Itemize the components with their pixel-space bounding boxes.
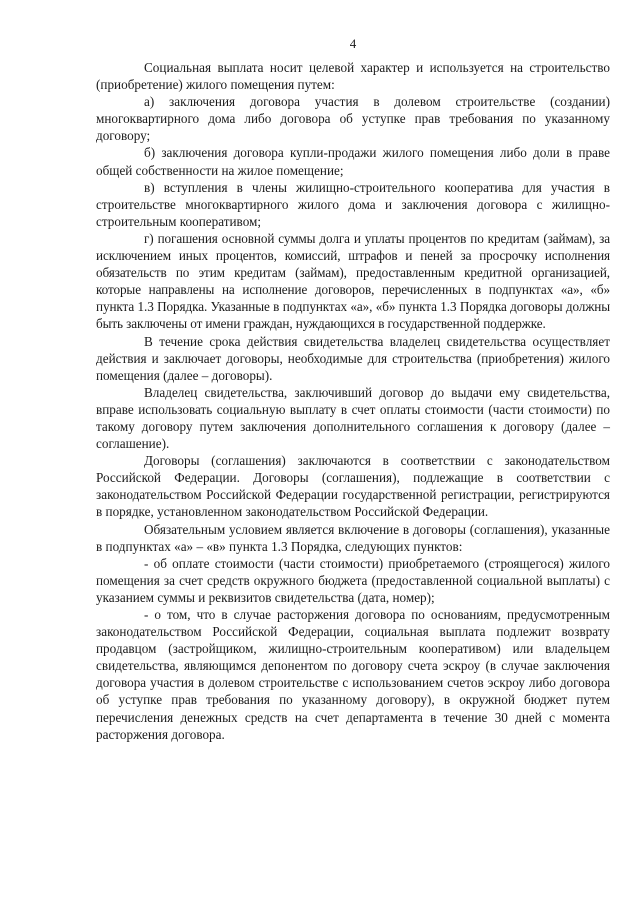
paragraph-item-a: а) заключения договора участия в долевом строительстве (создании) многоквартирного дома либо договора об уступке прав требования по указанному договору; bbox=[96, 94, 610, 144]
paragraph-item-g: г) погашения основной суммы долга и уплаты процентов по кредитам (займам), за исключением иных процентов, комиссий, штрафов и пеней за просрочку исполнения обязательств по этим кредитам (займам), предоставленным кредитной организацией, которые направлены на исполнение договоров, перечисленных в подпунктах «а», «б» пункта 1.3 Порядка. Указанные в подпунктах «а», «б» пункта 1.3 Порядка договоры должны быть заключены от имени граждан, нуждающихся в государственной поддержке. bbox=[96, 230, 610, 332]
paragraph-term: В течение срока действия свидетельства владелец свидетельства осуществляет действия и заключает договоры, необходимые для строительства (приобретения) жилого помещения (далее – договоры). bbox=[96, 333, 610, 383]
paragraph-item-v: в) вступления в члены жилищно-строительного кооператива для участия в строительстве многоквартирного жилого дома и заключения договора с жилищно-строительным кооперативом; bbox=[96, 179, 610, 229]
paragraph-condition: Обязательным условием является включение в договоры (соглашения), указанные в подпунктах «а» – «в» пункта 1.3 Порядка, следующих пунктов: bbox=[96, 521, 610, 554]
paragraph-contracts: Договоры (соглашения) заключаются в соответствии с законодательством Российской Федерации. Договоры (соглашения), подлежащие в соответствии с законодательством Российской Федерации государственной регистрации, регистрируются в порядке, установленном законодательством Российской Федерации. bbox=[96, 453, 610, 520]
paragraph-owner: Владелец свидетельства, заключивший договор до выдачи ему свидетельства, вправе использовать социальную выплату в счет оплаты стоимости (части стоимости) по такому договору путем заключения дополнительного соглашения к договору (далее – соглашение). bbox=[96, 384, 610, 452]
paragraph-clause-termination: - о том, что в случае расторжения договора по основаниям, предусмотренным законодательством Российской Федерации, социальная выплата подлежит возврату продавцом (застройщиком, жилищно-строительным кооперативом) или владельцем свидетельства, являющимся депонентом по договору счета эскроу (в случае заключения договора участия в долевом строительстве с использованием счетов эскроу либо договора об уступке прав требования по указанному договору), в окружной бюджет путем перечисления денежных средств на счет департамента в течение 30 дней с момента расторжения договора. bbox=[96, 607, 610, 742]
paragraph-intro: Социальная выплата носит целевой характер и используется на строительство (приобретение) жилого помещения путем: bbox=[96, 60, 610, 93]
paragraph-clause-payment: - об оплате стоимости (части стоимости) приобретаемого (строящегося) жилого помещения за счет средств окружного бюджета (предоставленной социальной выплаты) с указанием суммы и реквизитов свидетельства (дата, номер); bbox=[96, 555, 610, 605]
paragraph-item-b: б) заключения договора купли-продажи жилого помещения либо доли в праве общей собственности на жилое помещение; bbox=[96, 145, 610, 178]
page-number: 4 bbox=[349, 36, 357, 51]
